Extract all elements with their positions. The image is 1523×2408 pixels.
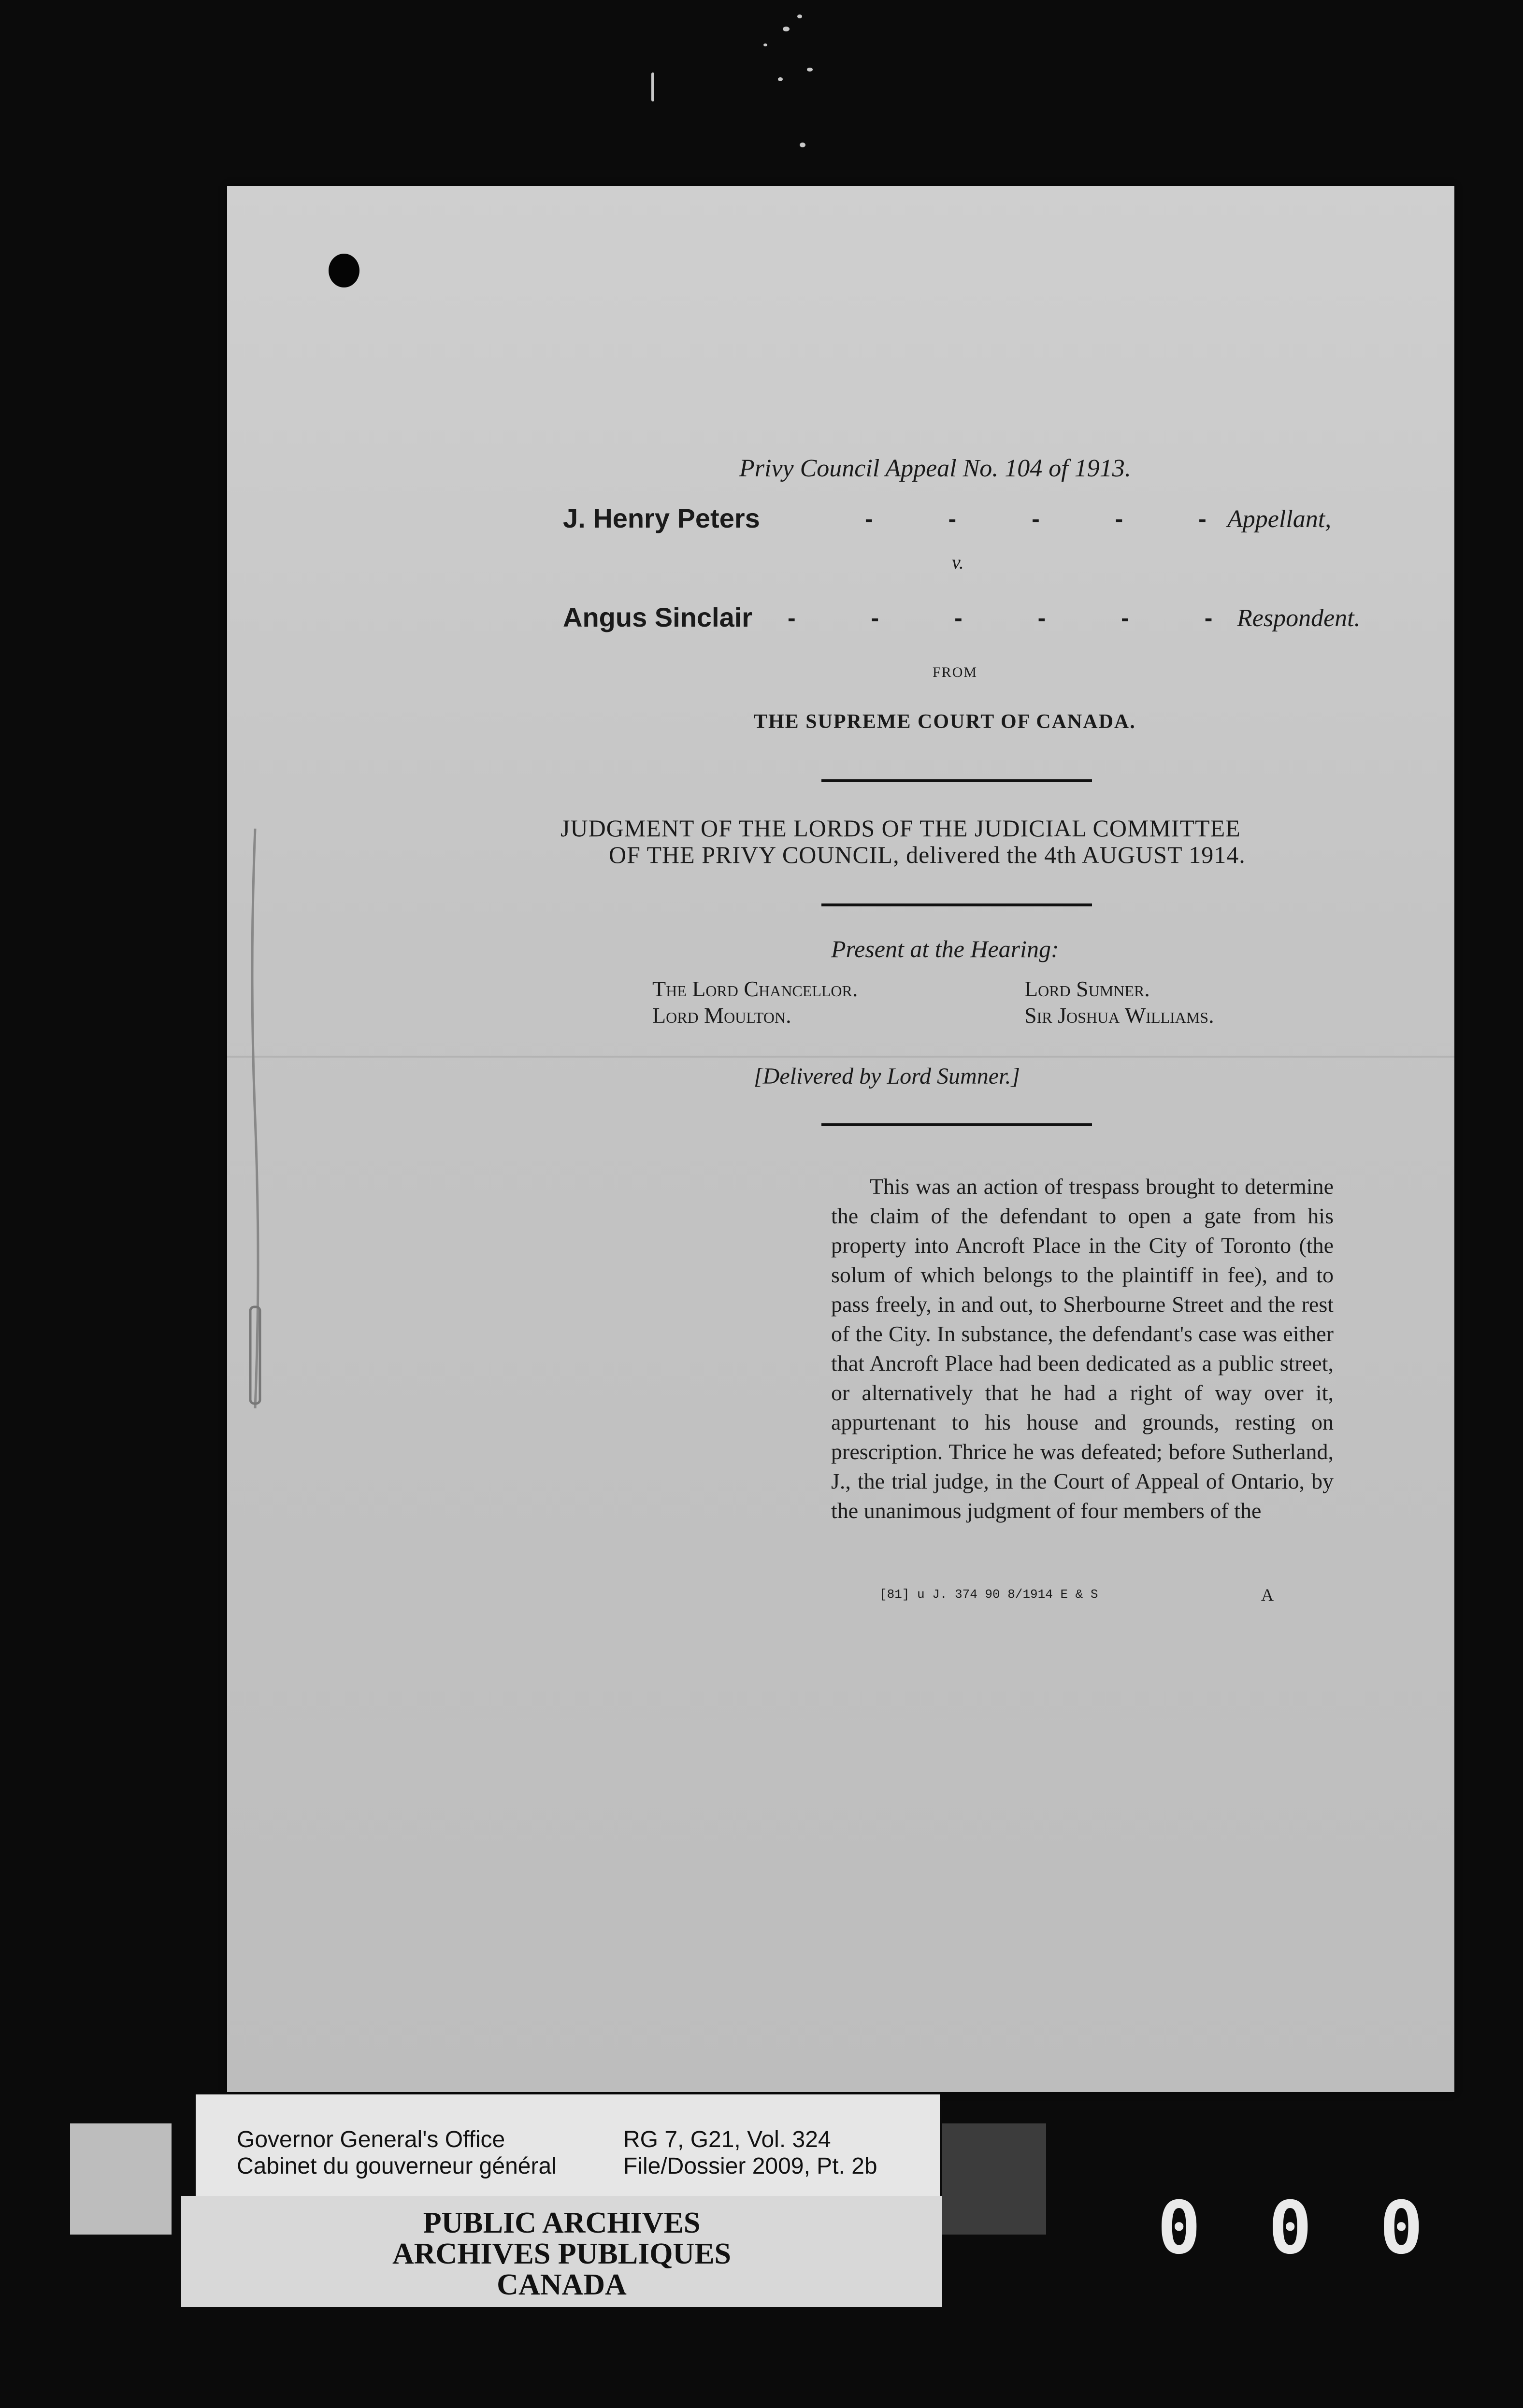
frame-digit-2: 0 (1268, 2186, 1312, 2270)
respondent-dashes: - - - - - - (788, 604, 1216, 631)
document-page (227, 186, 1454, 2092)
office-english: Governor General's Office (237, 2127, 505, 2152)
judgment-heading-line1: JUDGMENT OF THE LORDS OF THE JUDICIAL COMMITTEE (560, 815, 1241, 842)
frame-digit-3: 0 (1379, 2186, 1423, 2270)
respondent-role: Respondent. (1237, 604, 1361, 632)
archive-file: File/Dossier 2009, Pt. 2b (623, 2153, 877, 2179)
versus-label: v. (952, 551, 964, 573)
film-scratch (651, 72, 654, 101)
from-label: FROM (933, 664, 978, 680)
present-left-1: The Lord Chancellor. (652, 976, 858, 1001)
stamp-line-1: PUBLIC ARCHIVES (423, 2207, 701, 2239)
present-right-2: Sir Joshua Williams. (1024, 1003, 1214, 1028)
punch-hole (329, 254, 359, 287)
public-archives-stamp (181, 2196, 942, 2307)
present-heading: Present at the Hearing: (831, 935, 1059, 962)
binding-clip-mark (246, 829, 264, 1408)
appeal-number: Privy Council Appeal No. 104 of 1913. (739, 455, 1131, 482)
present-left-2: Lord Moulton. (652, 1003, 791, 1028)
page-fold-crease (227, 1056, 1454, 1058)
appellant-role: Appellant, (1227, 505, 1332, 533)
archive-reference-label (196, 2094, 940, 2203)
separator-rule (821, 1123, 1092, 1126)
appellant-name: J. Henry Peters (563, 503, 760, 533)
appellant-dashes: - - - - - (865, 505, 1209, 532)
respondent-name: Angus Sinclair (563, 602, 753, 632)
printer-imprint: [81] u J. 374 90 8/1914 E & S (879, 1587, 1098, 1602)
film-edge-block (942, 2123, 1046, 2235)
separator-rule (821, 779, 1092, 782)
court-name: THE SUPREME COURT OF CANADA. (754, 711, 1136, 733)
archive-reference: RG 7, G21, Vol. 324 (623, 2127, 831, 2152)
separator-rule (821, 903, 1092, 906)
film-specks (754, 0, 850, 174)
signature-mark: A (1261, 1585, 1274, 1605)
office-french: Cabinet du gouverneur général (237, 2153, 557, 2179)
frame-digit-1: 0 (1157, 2186, 1201, 2270)
stamp-line-3: CANADA (497, 2268, 627, 2301)
delivered-by: [Delivered by Lord Sumner.] (754, 1063, 1020, 1089)
present-right-1: Lord Sumner. (1024, 976, 1150, 1001)
judgment-heading-line2: OF THE PRIVY COUNCIL, delivered the 4th AUGUST 1914. (609, 841, 1246, 868)
judgment-body-paragraph: This was an action of trespass brought to determine the claim of the defendant to open a gate from his property into Ancroft Place in the City of Toronto (the solum of which belongs to the plaintiff in fee), and to pass freely, in and out, to Sherbourne Street and the rest of the City. In substance, the defendant's case was either that Ancroft Place had been dedicated as a public street, or alternatively that he had a right of way over it, appurtenant to his house and grounds, resting on prescription. Thrice he was defeated; before Sutherland, J., the trial judge, in the Court of Appeal of Ontario, by the unanimous judgment of four members of the (831, 1174, 1334, 1523)
stamp-line-2: ARCHIVES PUBLIQUES (392, 2237, 732, 2270)
film-edge-block (70, 2123, 172, 2235)
